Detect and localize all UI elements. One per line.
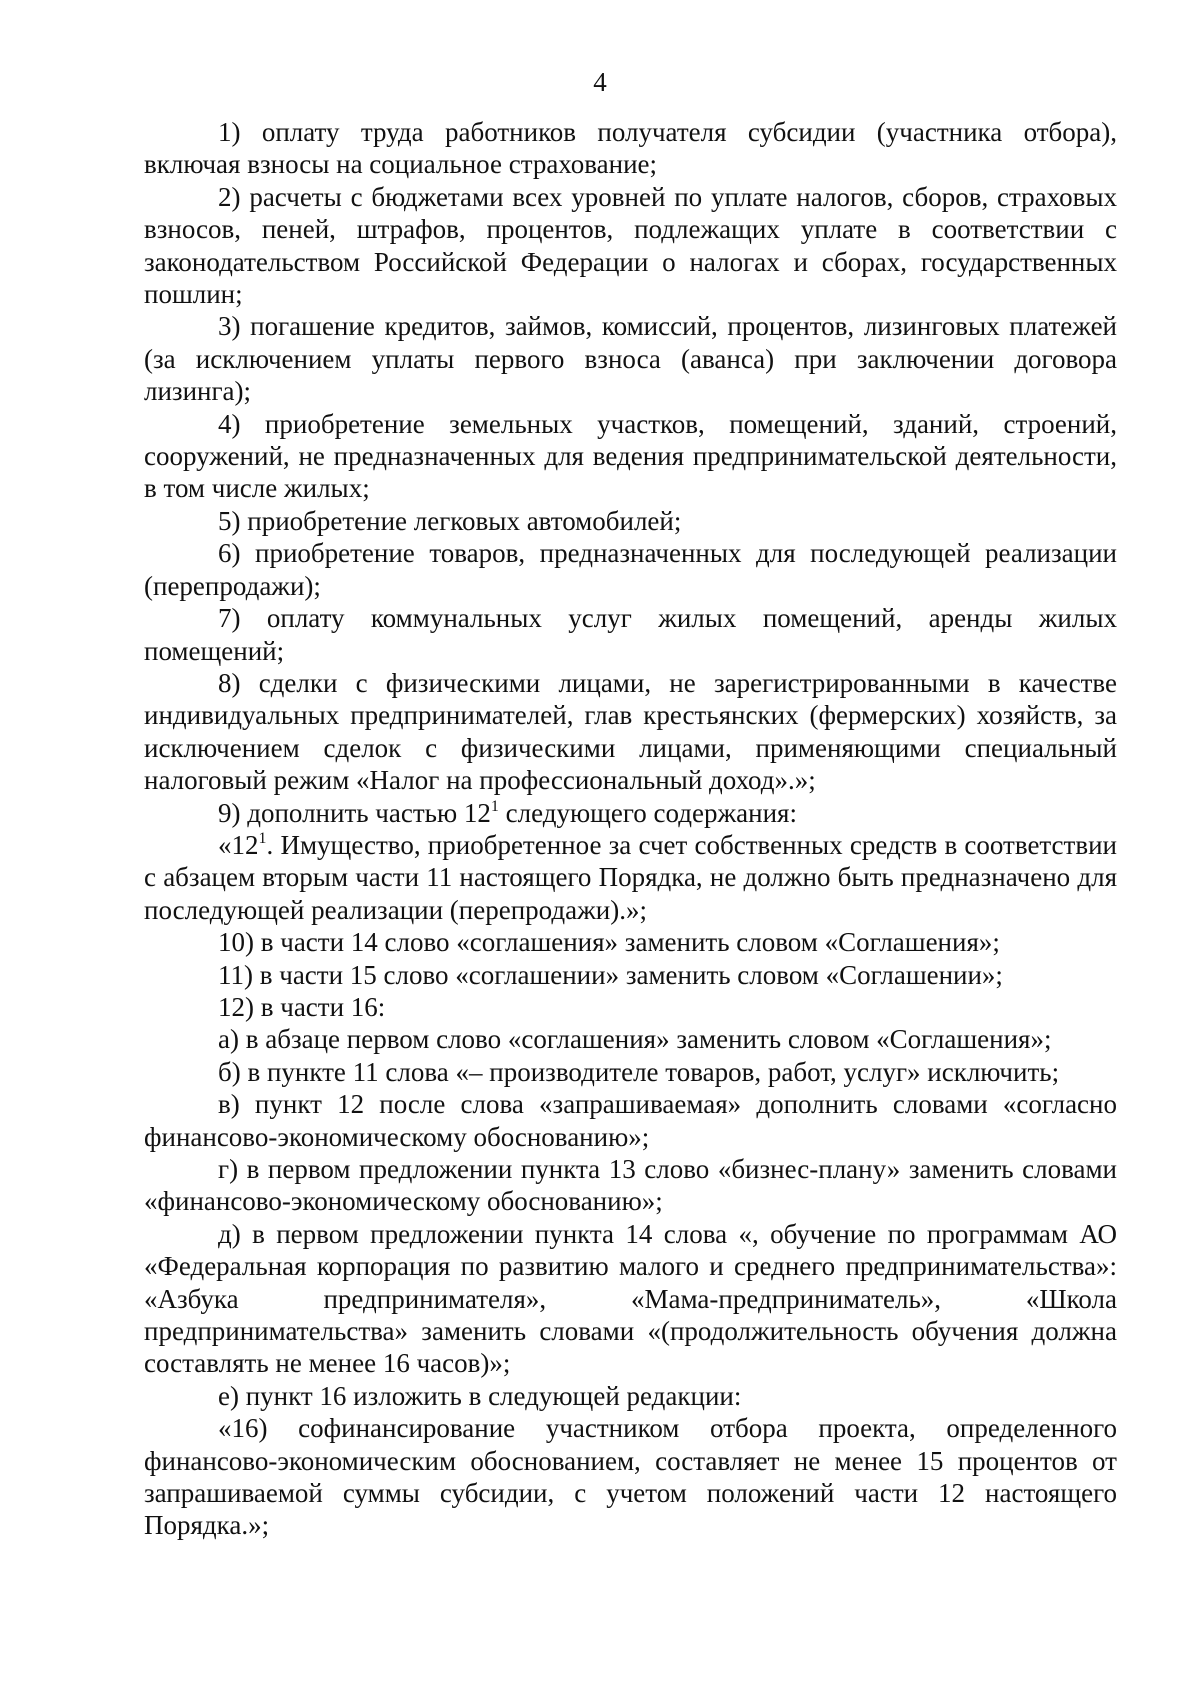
paragraph-item-9 — [144, 797, 1117, 829]
paragraph-item-2: 2) расчеты с бюджетами всех уровней по уплате налогов, сборов, страховых взносов, пеней, штрафов, процентов, подлежащих уплате в соответствии с законодательством Российской Федерации о налогах и сборах, государственных пошлин; — [144, 181, 1117, 310]
paragraph-9-superscript: 1 — [490, 797, 499, 815]
paragraph-subitem-b: б) в пункте 11 слова «– производителе товаров, работ, услуг» исключить; — [218, 1056, 1060, 1087]
paragraph-item-1: 1) оплату труда работников получателя субсидии (участника отбора), включая взносы на социальное страхование; — [144, 117, 1117, 180]
paragraph-12-1-text-end: . Имущество, приобретенное за счет собственных средств в соответствии с абзацем вторым части 11 настоящего Порядка, не должно быть предназначено для последующей реализации (перепродажи).»; — [144, 829, 1117, 925]
paragraph-item-12: 12) в части 16: — [218, 991, 386, 1022]
paragraph-item-6: 6) приобретение товаров, предназначенных для последующей реализации (перепродажи); — [144, 538, 1117, 601]
paragraph-12-1-text-start: «12 — [218, 829, 259, 860]
paragraph-subitem-g: г) в первом предложении пункта 13 слово «бизнес-плану» заменить словами «финансово-экономическому обоснованию»; — [144, 1154, 1117, 1217]
paragraph-item-10: 10) в части 14 слово «соглашения» заменить словом «Соглашения»; — [218, 927, 1000, 958]
paragraph-item-7: 7) оплату коммунальных услуг жилых помещений, аренды жилых помещений; — [144, 603, 1117, 666]
page-number: 4 — [593, 67, 607, 97]
paragraph-subitem-e: е) пункт 16 изложить в следующей редакции: — [218, 1380, 742, 1411]
paragraph-item-5: 5) приобретение легковых автомобилей; — [218, 505, 682, 536]
paragraph-item-4: 4) приобретение земельных участков, помещений, зданий, строений, сооружений, не предназначенных для ведения предпринимательской деятельности, в том числе жилых; — [144, 408, 1117, 504]
paragraph-subitem-a: а) в абзаце первом слово «соглашения» заменить словом «Соглашения»; — [218, 1024, 1052, 1055]
paragraph-item-8: 8) сделки с физическими лицами, не зарегистрированными в качестве индивидуальных предпринимателей, глав крестьянских (фермерских) хозяйств, за исключением сделок с физическими лицами, применяющими специальный налоговый режим «Налог на профессиональный доход».»; — [144, 667, 1117, 796]
paragraph-subitem-d: д) в первом предложении пункта 14 слова «, обучение по программам АО «Федеральная корпорация по развитию малого и среднего предпринимательства»: «Азбука предпринимателя», «Мама-предприниматель», «Школа предпринимательства» заменить словами «(продолжительность обучения должна составлять не менее 16 часов)»; — [144, 1218, 1117, 1379]
paragraph-subitem-v: в) пункт 12 после слова «запрашиваемая» дополнить словами «согласно финансово-экономическому обоснованию»; — [144, 1089, 1117, 1152]
paragraph-quoted-16: «16) софинансирование участником отбора проекта, определенного финансово-экономическим обоснованием, составляет не менее 15 процентов от запрашиваемой суммы субсидии, с учетом положений части 12 настоящего Порядка.»; — [144, 1413, 1117, 1541]
paragraph-12-1-superscript: 1 — [258, 829, 267, 847]
document-body — [144, 116, 1117, 1542]
paragraph-item-11: 11) в части 15 слово «соглашении» заменить словом «Соглашении»; — [218, 959, 1003, 990]
paragraph-item-3: 3) погашение кредитов, займов, комиссий, процентов, лизинговых платежей (за исключением уплаты первого взноса (аванса) при заключении договора лизинга); — [144, 311, 1117, 407]
paragraph-9-text-start: 9) дополнить частью 12 — [218, 797, 491, 828]
paragraph-9-text-end: следующего содержания: — [498, 797, 797, 828]
paragraph-item-12-1 — [144, 829, 1117, 926]
